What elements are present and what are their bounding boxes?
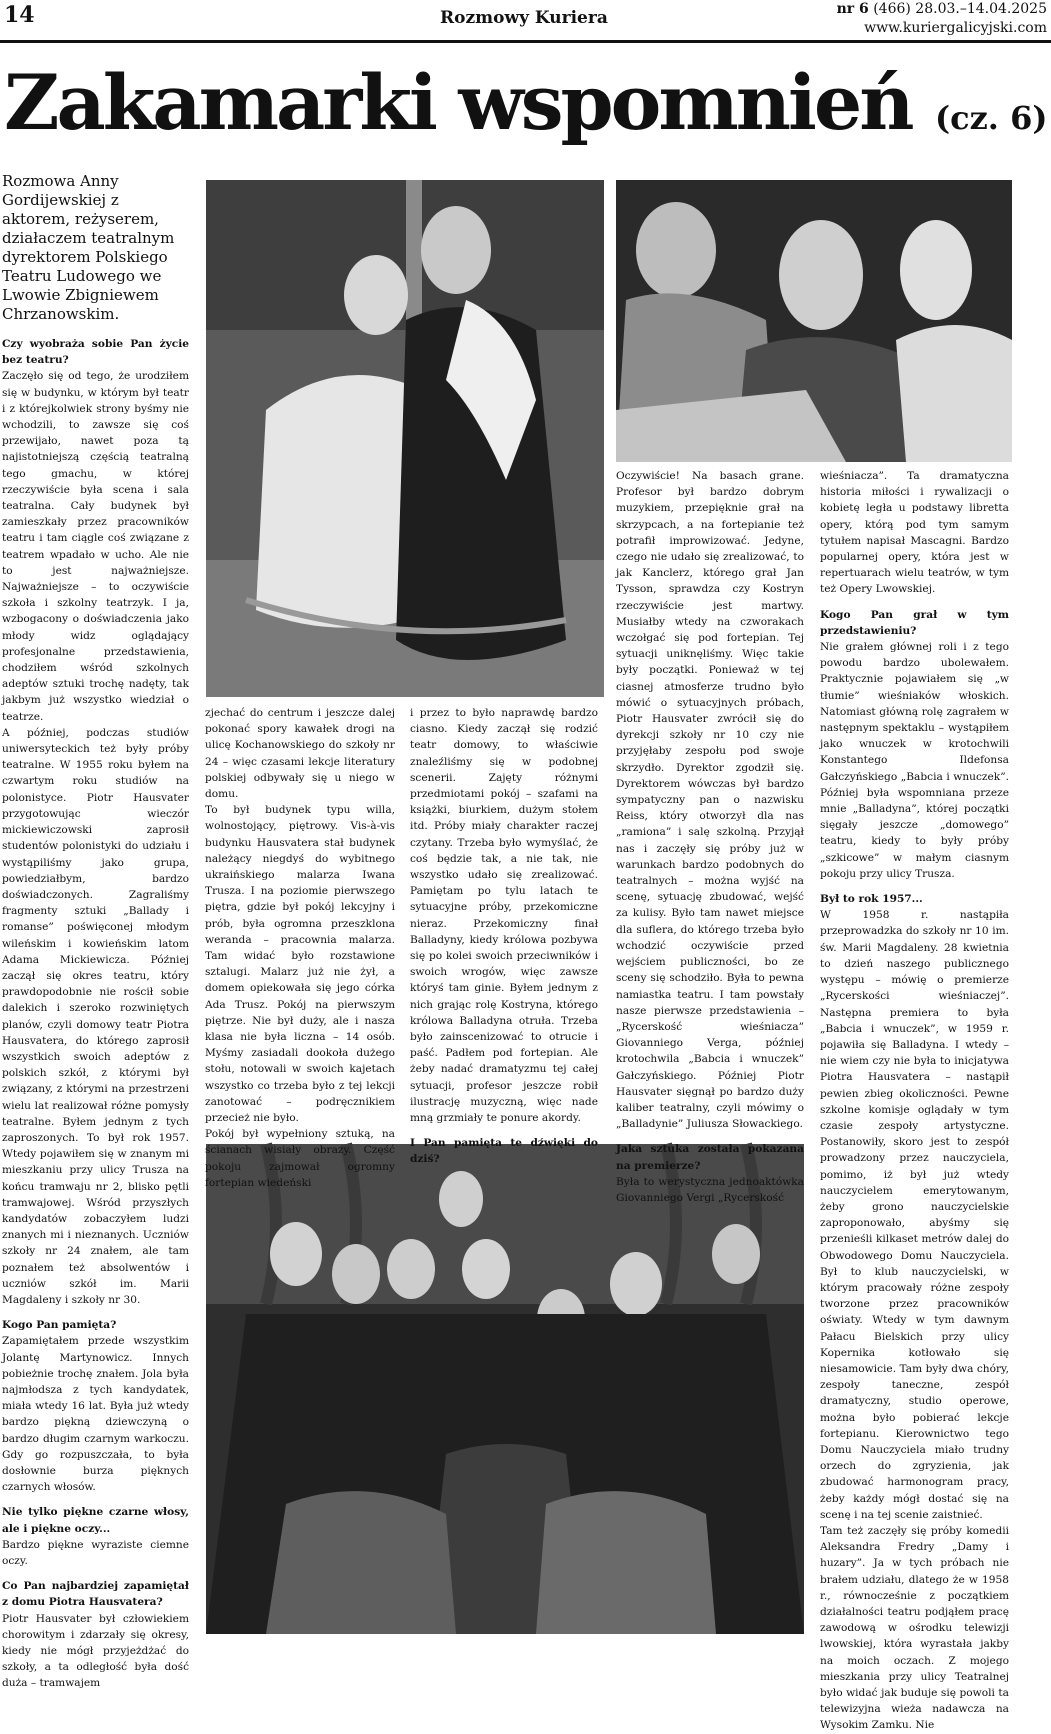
column-4-body (616, 468, 804, 1206)
interview-question: Nie tylko piękne czarne włosy, ale i piękne oczy... (2, 1506, 189, 1535)
website-link[interactable]: www.kuriergalicyjski.com (864, 20, 1047, 36)
interview-paragraph: To był budynek typu willa, wolnostojący, piętrowy. Vis-à-vis budynku Hausvatera stał budynek należący niegdyś do wybitnego ukraińskiego malarza Iwana Trusza. I na poziomie pierwszego piętra, gdzie był pokój lekcyjny i prób, była ogromna przeszklona weranda – pracownia malarza. Tam widać było rozstawione sztalugi. Malarz już nie żył, a domem opiekowała się jego córka Ada Trusz. Pokój na pierwszym piętrze. Nie był duży, ale i nasza klasa nie była liczna – 14 osób. Myśmy zasiadali dookoła dużego stołu, notowali w swoich kajetach wszystko co trzeba było z tej lekcji zanotować – podręcznikiem przecież nie było. (205, 804, 395, 1125)
issue-info (837, 0, 1047, 38)
article-title-text: Zakamarki wspomnień (4, 58, 912, 147)
interview-question: Co Pan najbardziej zapamiętał z domu Piotra Hausvatera? (2, 1580, 189, 1609)
issue-number: nr 6 (836, 1, 869, 17)
column-1-body (2, 336, 189, 1692)
section-title: Rozmowy Kuriera (440, 8, 608, 28)
article-intro: Rozmowa Anny Gordijewskiej z aktorem, reżyserem, działaczem teatralnym dyrektorem Polskiego Teatru Ludowego we Lwowie Zbigniewem Chrzanowskim. (2, 172, 175, 323)
interview-question: I Pan pamięta te dźwięki do dziś? (410, 1137, 598, 1166)
article-title-suffix: (cz. 6) (934, 99, 1048, 137)
article-title (4, 58, 1047, 163)
interview-question: Czy wyobraża sobie Pan życie bez teatru? (2, 338, 189, 367)
header-rule (0, 40, 1051, 43)
interview-question: Kogo Pan pamięta? (2, 1319, 117, 1332)
interview-paragraph: A później, podczas studiów uniwersyteckich też były próby teatralne. W 1955 roku byłem na czwartym roku studiów na polonistyce. Piotr Hausvater przygotowując wieczór mickiewiczowski zaprosił studentów polonistyki do udziału i wystąpiliśmy jako grupa, powiedziałbym, bardzo doświadczonych. Zagraliśmy fragmenty sztuki „Ballady i romanse” poświęconej młodym wileńskim i kowieńskim latom Adama Mickiewicza. Później zaczął się okres teatru, który prawdopodobnie nie rościł sobie dalekich i szeroko rozwiniętych planów, czyli domowy teatr Piotra Hausvatera, do którego zaprosił wszystkich swoich adeptów z polskich szkół, z którymi był związany, z którymi na przestrzeni wielu lat realizował różne pomysły teatralne. Byłem jednym z tych zaproszonych. To był rok 1957. Wtedy pojawiłem się w znanym mi mieszkaniu przy ulicy Trusza na końcu tramwaju nr 2, blisko pętli tramwajowej. Wśród przyszłych kandydatów zobaczyłem ludzi znanych mi i nieznanych. Uczniów szkoły nr 24 znałem, ale tam poznałem też absolwentów i uczniów szkół im. Marii Magdaleny i szkoły nr 30. (2, 726, 189, 1306)
interview-paragraph: Pokój był wypełniony sztuką, na ścianach wisiały obrazy. Część pokoju zajmował ogromny fortepian wiedeński (205, 1128, 395, 1189)
interview-question: Jaka sztuka została pokazana na premierze? (616, 1143, 804, 1172)
interview-paragraph: Zapamiętałem przede wszystkim Jolantę Martynowicz. Innych pobieżnie trochę znałem. Jola była najmłodsza z tych kandydatek, miała wtedy 16 lat. Była już wtedy bardzo piękną dziewczyną o bardzo długim czarnym warkoczu. Gdy go rozpuszczała, to była dosłownie burza pięknych czarnych włosów. (2, 1335, 189, 1494)
column-1 (2, 172, 189, 1690)
interview-paragraph: Była to werystyczna jednoaktówka Giovanniego Vergi „Rycerskość (616, 1175, 804, 1204)
interview-paragraph: wieśniacza”. Ta dramatyczna historia miłości i rywalizacji o kobietę legła u podstawy libretta opery, którą pod tym samym tytułem napisał Mascagni. Bardzo popularnej opery, która jest w repertuarach wielu teatrów, w tym też Opery Lwowskiej. (820, 470, 1009, 596)
column-2 (205, 705, 395, 1189)
column-2-body (205, 705, 395, 1191)
issue-dates: (466) 28.03.–14.04.2025 (868, 1, 1047, 17)
page-number: 14 (4, 2, 35, 28)
issue-line (837, 0, 1047, 19)
interview-paragraph: Nie grałem głównej roli i z tego powodu bardzo ubolewałem. Praktycznie pojawiałem się „w tłumie” wieśniaków włoskich. Natomiast główną rolę zagrałem w następnym spektaklu – wystąpiłem jako wnuczek w krotochwili Konstantego Ildefonsa Gałczyńskiego „Babcia i wnuczek”. Później była wspomniana przeze mnie „Balladyna”, której początki sięgały jeszcze „domowego” teatru, kiedy to były próby „szkicowe” w małym ciasnym pokoju przy ulicy Trusza. (820, 641, 1009, 880)
interview-paragraph: W 1958 r. nastąpiła przeprowadzka do szkoły nr 10 im. św. Marii Magdaleny. 28 kwietnia to dzień naszego publicznego występu – mówię o premierze „Rycerskości wieśniaczej”. Następna premiera to była „Babcia i wnuczek”, w 1959 r. pojawiła się Balladyna. I wtedy – nie wiem czy nie była to inicjatywa Piotra Hausvatera – nastąpił pewien zbieg okoliczności. Pewne szkolne komisje oglądały w tym czasie zespoły artystyczne. Postanowiły, skoro jest to zespół prowadzony przez nauczyciela, pomimo, iż był już wtedy nauczycielem emerytowanym, żeby grono nauczycielskie zaproponowało, abyśmy się przenieśli kilkaset metrów dalej do Obwodowego Domu Nauczyciela. Był to klub nauczycielski, w którym pracowały różne zespoły tworzone przez pracowników oświaty. Wtedy w tym dawnym Pałacu Bielskich przy ulicy Kopernika kotłowało się niesamowicie. Tam były dwa chóry, zespoły taneczne, zespół dramatyczny, studio operowe, można było pobierać lekcje fortepianu. Kierownictwo tego Domu Nauczyciela miało trudny orzech do zgryzienia, jak zbudować harmonogram pracy, żeby każdy mógł dostać się na scenę i na tej scenie zaistnieć. (820, 909, 1009, 1521)
interview-paragraph: Piotr Hausvater był człowiekiem chorowitym i zdarzały się okresy, kiedy nie mógł przyjeżdżać do szkoły, a ta odległość była dość duża – tramwajem (2, 1612, 189, 1690)
column-3 (410, 705, 598, 1166)
column-5-body (820, 468, 1009, 1734)
photo-two-actresses (206, 180, 604, 697)
column-5 (820, 468, 1009, 1732)
interview-paragraph: Oczywiście! Na basach grane. Profesor był bardzo dobrym muzykiem, przepięknie grał na skrzypcach, a na fortepianie też potrafił improwizować. Jedyne, czego nie udało się zrealizować, to jak Kanclerz, którego grał Jan Tysson, sprawdza czy Kostryn rzeczywiście jest martwy. Musiałby wtedy na czworakach wczołgać się pod fortepian. Tej sytuacji uniknęliśmy. Więc takie były początki. Ponieważ w tej ciasnej atmosferze trudno było mówić o sytuacyjnych próbach, Piotr Hausvater zwrócił się do dyrekcji szkoły nr 10 czy nie przyjęłaby zespołu pod swoje skrzydło. Dyrektor zgodził się. Dyrektorem wówczas był bardzo sympatyczny pan o nazwisku Reiss, który otworzył dla nas „ramiona” i salę szkolną. Przyjął nas i zaczęły się próby już w warunkach bardzo podobnych do teatralnych – można wyjść na scenę, sytuację zbudować, wejść za kulisy. Było tam nawet miejsce dla suflera, do którego trzeba było wchodzić oczywiście przed wejściem publiczności, bo ze sceny się schodziło. Była to pewna namiastka teatru. I tam powstały nasze pierwsze przedstawienia – „Rycerskość wieśniacza” Giovanniego Verga, później krotochwila „Babcia i wnuczek” Gałczyńskiego. Później Piotr Hausvater sięgnął po bardzo duży kaliber teatralny, czyli mówimy o „Balladynie” Juliusza Słowackiego. (616, 470, 804, 1131)
interview-paragraph: i przez to było naprawdę bardzo ciasno. Kiedy zaczął się rodzić teatr domowy, to właściwie znaleźliśmy się w podobnej scenerii. Zajęty różnymi przedmiotami pokój – szafami na książki, biurkiem, dużym stołem itd. Próby miały charakter raczej czytany. Trzeba było wymyślać, że coś będzie tak, a nie tak, nie wszystko udało się zrealizować. Pamiętam po tylu latach te sytuacyjne próby, przekomiczne nieraz. Przekomiczny finał Balladyny, kiedy królowa pozbywa się po kolei swoich przeciwników i swoich wrogów, więc zawsze któryś tam ginie. Byłem jednym z nich grając rolę Kostryna, którego królowa Balladyna otruła. Trzeba było zainscenizować to otrucie i paść. Padłem pod fortepian. Ale żeby nadać dramatyzmu tej całej sytuacji, profesor jeszcze robił ilustrację muzyczną, więc nade mną grzmiały te ponure akordy. (410, 707, 598, 1125)
column-3-body (410, 705, 598, 1168)
interview-paragraph: Zaczęło się od tego, że urodziłem się w budynku, w którym był teatr i z którejkolwiek strony byśmy nie wchodzili, to zawsze się coś przewijało, nawet poza tą najistotniejszą częścią teatralną tego gmachu, w której rzeczywiście była scena i sala teatralna. Cały budynek był zamieszkały przez pracowników teatru i tam ciągle coś związane z teatrem wpadało w ucho. Ale nie to jest najważniejsze. Najważniejsze – to oczywiście szkoła i szkolny teatrzyk. I ja, wzbogacony o doświadczenia jako młody widz oglądający profesjonalne przedstawienia, chodziłem wśród szkolnych adeptów sztuki trochę nadęty, tak jakbym już wszystko wiedział o teatrze. (2, 370, 189, 723)
photo-rehearsal-trio (616, 180, 1012, 462)
interview-paragraph: Tam też zaczęły się próby komedii Aleksandra Fredry „Damy i huzary”. Ja w tych próbach nie brałem udziału, dlatego że w 1958 r., równocześnie z początkiem działalności teatru podjąłem pracę zawodową w ośrodku telewizji lwowskiej, która wyrastała jakby na moich oczach. Z mojego mieszkania przy ulicy Teatralnej było widać jak buduje się powoli ta telewizyjna wieża nadawcza na Wysokim Zamku. Nie (820, 1525, 1009, 1732)
photo-theatre-group (206, 1144, 804, 1634)
column-4 (616, 468, 804, 1204)
interview-question: Był to rok 1957... (820, 893, 923, 906)
interview-paragraph: Bardzo piękne wyraziste ciemne oczy. (2, 1538, 189, 1568)
interview-paragraph: zjechać do centrum i jeszcze dalej pokonać spory kawałek drogi na ulicę Kochanowskiego do szkoły nr 24 – więc czasami lekcje literatury polskiej odbywały się u niego w domu. (205, 707, 395, 801)
interview-question: Kogo Pan grał w tym przedstawieniu? (820, 608, 1009, 637)
